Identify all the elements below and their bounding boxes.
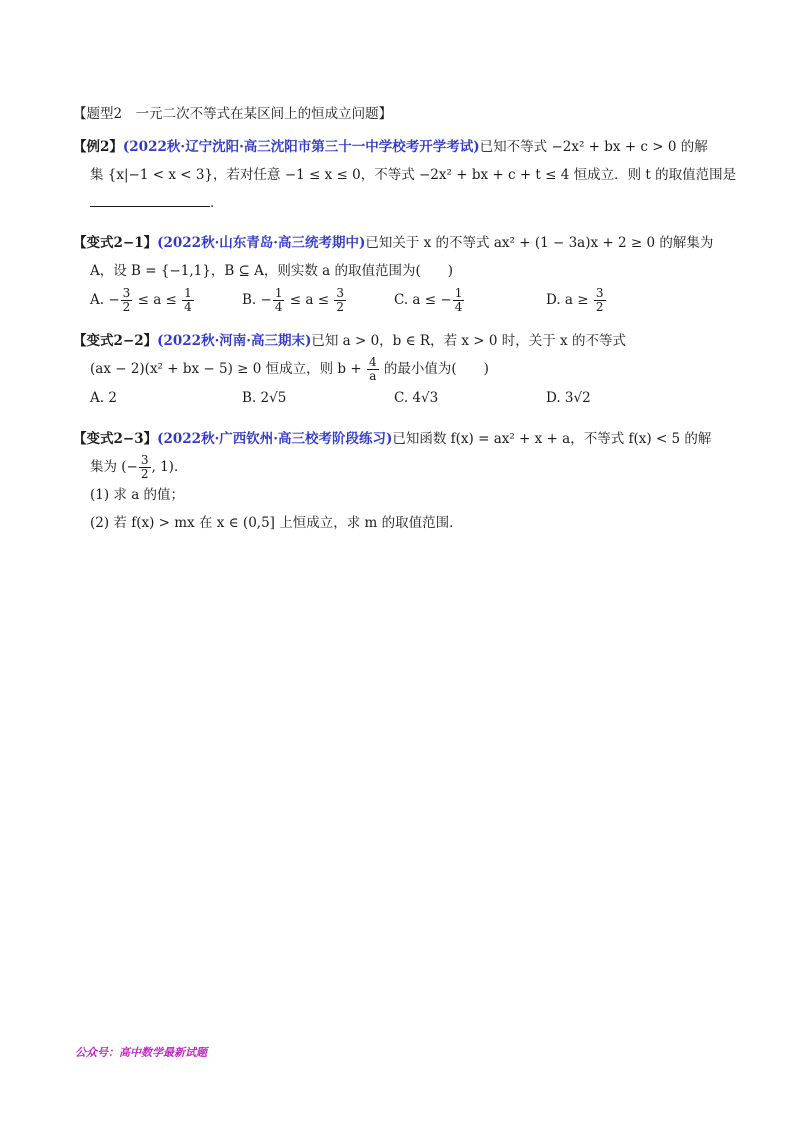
variant-2-2-source: (2022秋·河南·高三期末) xyxy=(157,333,312,349)
variant-2-1 xyxy=(73,229,725,315)
example-2-line-2: 集 {x|−1 < x < 3}，若对任意 −1 ≤ x ≤ 0，不等式 −2x² + bx + c + t ≤ 4 恒成立．则 t 的取值范围是 xyxy=(90,167,737,183)
variant-2-2-choices xyxy=(73,383,725,413)
variant-2-1-source: (2022秋·山东青岛·高三统考期中) xyxy=(157,235,366,251)
variant-2-1-line-1 xyxy=(73,229,725,257)
fraction: $\frac{4}{a}$ xyxy=(368,355,377,383)
choice-d[interactable]: D. 3√2 xyxy=(546,390,591,406)
variant-2-2-line-2: (ax − 2)(x² + bx − 5) ≥ 0 恒成立，则 b + $\frac{4}{a}$ 的最小值为( ) xyxy=(90,355,489,383)
variant-2-3-source: (2022秋·广西钦州·高三校考阶段练习) xyxy=(157,431,393,447)
variant-2-2-text-1: 已知 a > 0，b ∈ R，若 x > 0 时，关于 x 的不等式 xyxy=(311,333,626,349)
example-2-text-1: 已知不等式 −2x² + bx + c > 0 的解 xyxy=(479,139,708,155)
answer-blank xyxy=(90,190,210,207)
example-2-line-3: ． xyxy=(73,189,725,217)
fraction: $\frac{1}{4}$ xyxy=(184,286,192,314)
fraction: $\frac{1}{4}$ xyxy=(274,286,283,314)
choice-c[interactable]: C. a ≤ − $\frac{1}{4}$ xyxy=(394,286,463,314)
variant-2-1-choices xyxy=(73,285,725,315)
variant-2-3-line-2: 集为 (− $\frac{3}{2}$ , 1)． xyxy=(90,453,188,481)
fraction: $\frac{3}{2}$ xyxy=(336,286,344,314)
sub-question-2: (2) 若 f(x) > mx 在 x ∈ (0,5] 上恒成立，求 m 的取值范围． xyxy=(90,515,463,531)
fraction: $\frac{1}{4}$ xyxy=(454,286,463,314)
fraction: $\frac{3}{2}$ xyxy=(595,286,604,314)
example-2-source: (2022秋·辽宁沈阳·高三沈阳市第三十一中学校考开学考试) xyxy=(122,139,480,155)
variant-2-1-tag: 【变式2−1】 xyxy=(73,235,158,251)
choice-a[interactable]: A. − $\frac{3}{2}$ ≤ a ≤ $\frac{1}{4}$ xyxy=(90,286,192,314)
example-2-line-1 xyxy=(73,133,725,161)
choice-b[interactable]: B. 2√5 xyxy=(242,390,287,406)
variant-2-3-text-1: 已知函数 f(x) = ax² + x + a，不等式 f(x) < 5 的解 xyxy=(392,431,712,447)
section-title: 【题型2 一元二次不等式在某区间上的恒成立问题】 xyxy=(73,106,393,122)
choice-b[interactable]: B. − $\frac{1}{4}$ ≤ a ≤ $\frac{3}{2}$ xyxy=(242,286,344,314)
document-body xyxy=(73,102,737,549)
variant-2-1-text-1: 已知关于 x 的不等式 ax² + (1 − 3a)x + 2 ≥ 0 的解集为 xyxy=(365,235,714,251)
example-2-tag: 【例2】 xyxy=(73,139,123,155)
variant-2-2 xyxy=(73,327,725,413)
variant-2-3 xyxy=(73,425,725,537)
choice-c[interactable]: C. 4√3 xyxy=(394,390,439,406)
fraction: $\frac{3}{2}$ xyxy=(140,453,149,481)
choice-d[interactable]: D. a ≥ $\frac{3}{2}$ xyxy=(546,286,604,314)
fraction: $\frac{3}{2}$ xyxy=(122,286,131,314)
variant-2-3-line-1 xyxy=(73,425,725,453)
variant-2-2-tag: 【变式2−2】 xyxy=(73,333,158,349)
variant-2-1-line-2: A，设 B = {−1,1}，B ⊆ A，则实数 a 的取值范围为( ) xyxy=(90,263,454,279)
sub-question-1: (1) 求 a 的值； xyxy=(90,487,185,503)
variant-2-2-line-1 xyxy=(73,327,725,355)
choice-a[interactable]: A. 2 xyxy=(90,390,117,406)
variant-2-3-tag: 【变式2−3】 xyxy=(73,431,158,447)
footer-watermark: 公众号：高中数学最新试题 xyxy=(75,1046,207,1059)
example-2 xyxy=(73,133,737,217)
